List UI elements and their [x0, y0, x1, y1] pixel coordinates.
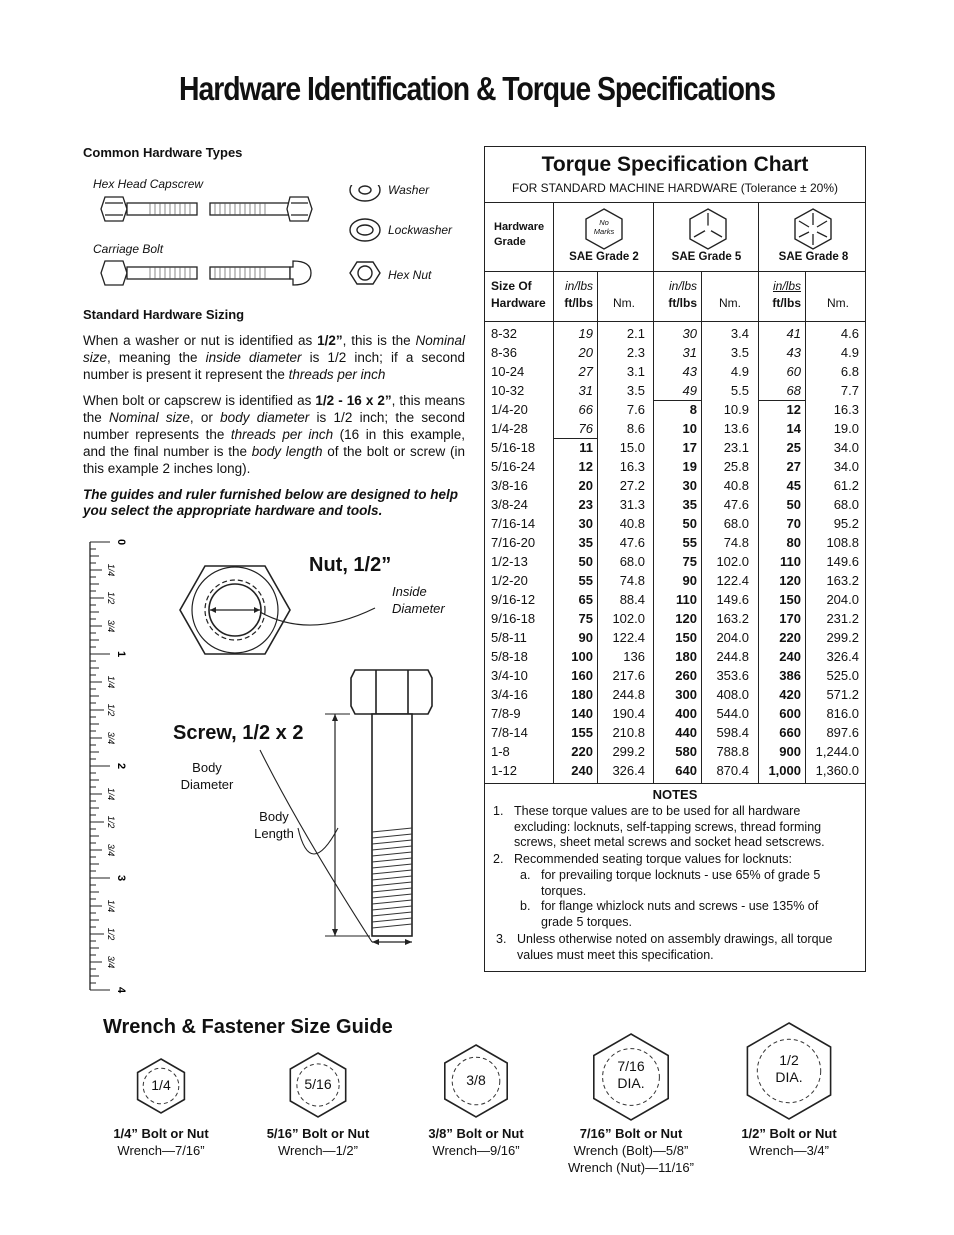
wrench-size-label: Wrench—3/4”	[749, 1143, 829, 1158]
ruler-label: 1	[115, 650, 127, 658]
g2-nm-cell: 217.6	[612, 668, 645, 683]
size-cell: 3/4-16	[491, 687, 528, 702]
ruler-label: 3/4	[106, 843, 116, 857]
g2-ftlbs-cell: 90	[578, 630, 593, 645]
g8-nm-cell: 68.0	[833, 497, 859, 512]
g8-ftlbs-cell: 110	[780, 554, 801, 569]
g8-ftlbs-cell: 220	[779, 630, 801, 645]
wrench-size-caption	[233, 1125, 403, 1159]
g5-nm-cell: 4.9	[730, 364, 749, 379]
g5-nm-cell: 23.1	[723, 440, 749, 455]
g2-ftlbs-cell: 75	[578, 611, 593, 626]
g8-nm-cell: 149.6	[826, 554, 859, 569]
note-2-text: Recommended seating torque values for locknuts:	[514, 852, 792, 866]
g8-ftlbs-cell: 120	[779, 573, 801, 588]
hex-size-label: 1/2 DIA.	[775, 1052, 803, 1085]
g8-ftlbs-cell: 70	[786, 516, 801, 531]
g2-nm-cell: 326.4	[612, 763, 645, 778]
sizing-paragraph-2: When bolt or capscrew is identified as 1/2 - 16 x 2”, this means the Nominal size, or body diameter is 1/2 inch; the second number represents the threads per inch (16 in this example, and the final number is the body length of the bolt or screw (in this example 2 inches long).	[83, 393, 466, 476]
g2-ftlbs-header: ft/lbs	[564, 296, 593, 310]
g2-nm-cell: 31.3	[619, 497, 645, 512]
g2-ftlbs-cell: 20	[578, 478, 593, 493]
g8-nm-cell: 34.0	[833, 440, 859, 455]
g5-ftlbs-cell: 640	[675, 763, 697, 778]
ruler-label: 4	[115, 986, 127, 994]
g8-nm-cell: 571.2	[826, 687, 859, 702]
note-2a-text: for prevailing torque locknuts - use 65% of grade 5 torques.	[541, 868, 821, 898]
g2-nm-cell: 88.4	[619, 592, 645, 607]
g2-nm-cell: 299.2	[612, 744, 645, 759]
g2-ftlbs-cell: 11	[579, 440, 593, 455]
size-header: Size Of Hardware	[491, 279, 546, 310]
bolt-size-label: 1/4” Bolt or Nut	[113, 1126, 209, 1141]
hex-head-capscrew-label: Hex Head Capscrew	[93, 177, 204, 191]
guide-note: The guides and ruler furnished below are designed to help you select the appropriate hardware and tools.	[83, 487, 459, 518]
wrench-size-caption	[76, 1125, 246, 1159]
g5-nm-cell: 598.4	[716, 725, 749, 740]
g2-ftlbs-cell: 160	[571, 668, 593, 683]
g5-ftlbs-cell: 17	[682, 440, 697, 455]
g5-nm-cell: 68.0	[723, 516, 749, 531]
g8-ftlbs-cell: 420	[779, 687, 801, 702]
inside-diameter-label: Inside Diameter	[392, 584, 445, 616]
g8-ftlbs-cell: 45	[786, 478, 801, 493]
g8-ftlbs-cell: 170	[779, 611, 801, 626]
g2-ftlbs-cell: 20	[578, 345, 593, 360]
g8-ftlbs-cell: 25	[786, 440, 801, 455]
wrench-size-label: Wrench—9/16”	[432, 1143, 520, 1158]
size-cell: 3/8-24	[491, 497, 528, 512]
g2-ftlbs-cell: 27	[578, 364, 593, 379]
ruler-label: 0	[115, 538, 127, 546]
g8-nm-cell: 7.7	[840, 383, 859, 398]
size-cell: 8-32	[491, 326, 518, 341]
wrench-size-label: Wrench—7/16”	[117, 1143, 205, 1158]
inch-ruler	[85, 536, 130, 996]
g8-nm-cell: 299.2	[826, 630, 859, 645]
hardware-grade-header: Hardware Grade	[494, 221, 545, 248]
g8-inlbs-header: in/lbs	[772, 279, 801, 293]
g5-ftlbs-cell: 35	[682, 497, 697, 512]
page-title: Hardware Identification & Torque Specifications	[179, 70, 775, 107]
size-cell: 7/16-20	[491, 535, 536, 550]
ruler-label: 3	[115, 874, 127, 882]
wrench-size-label-2: Wrench (Nut)—11/16”	[568, 1160, 694, 1175]
g8-nm-cell: 231.2	[826, 611, 859, 626]
g2-nm-cell: 190.4	[612, 706, 645, 721]
g2-ftlbs-cell: 23	[578, 497, 593, 512]
size-cell: 1/2-20	[491, 573, 528, 588]
g2-nm-cell: 15.0	[619, 440, 645, 455]
size-cell: 10-24	[491, 364, 525, 379]
g2-ftlbs-cell: 66	[578, 402, 593, 417]
sizing-heading: Standard Hardware Sizing	[83, 307, 245, 322]
ruler-label: 3/4	[106, 955, 116, 969]
ruler-label: 1/4	[106, 787, 116, 801]
grade5-hex-icon	[687, 207, 729, 251]
g2-ftlbs-cell: 140	[571, 706, 593, 721]
g8-ftlbs-cell: 150	[779, 592, 801, 607]
note-3-text: Unless otherwise noted on assembly drawings, all torque values must meet this specification.	[517, 932, 833, 962]
g5-nm-cell: 122.4	[716, 573, 749, 588]
size-cell: 9/16-12	[491, 592, 536, 607]
g5-ftlbs-cell: 120	[675, 611, 697, 626]
grade5-label: SAE Grade 5	[671, 251, 742, 263]
g8-nm-cell: 34.0	[833, 459, 859, 474]
g8-ftlbs-cell: 80	[786, 535, 801, 550]
g8-nm-cell: 4.9	[840, 345, 859, 360]
size-cell: 10-32	[491, 383, 525, 398]
g5-ftlbs-cell: 260	[675, 668, 697, 683]
g5-column-divider	[701, 271, 702, 783]
g8-nm-cell: 4.6	[840, 326, 859, 341]
bolt-size-label: 5/16” Bolt or Nut	[266, 1126, 370, 1141]
g5-nm-cell: 25.8	[723, 459, 749, 474]
g5-ftlbs-cell: 30	[682, 326, 697, 341]
g2-nm-cell: 16.3	[619, 459, 645, 474]
g5-nm-cell: 788.8	[716, 744, 749, 759]
g2-ftlbs-cell: 50	[578, 554, 593, 569]
ruler-label: 1/4	[106, 563, 116, 577]
size-cell: 7/16-14	[491, 516, 536, 531]
g5-nm-cell: 5.5	[730, 383, 749, 398]
hex-capscrew-icon	[101, 197, 312, 221]
g5-ftlbs-cell: 30	[682, 478, 697, 493]
g5-nm-header: Nm.	[719, 296, 741, 310]
g8-ftlbs-cell: 41	[786, 326, 801, 341]
g2-ftlbs-cell: 19	[578, 326, 593, 341]
wrench-hex-row	[0, 1010, 954, 1125]
wrench-size-caption	[546, 1125, 716, 1176]
note-2-num: 2.	[493, 852, 504, 866]
g2-ftlbs-cell: 55	[578, 573, 593, 588]
g8-nm-cell: 1,244.0	[815, 744, 859, 759]
bolt-size-label: 7/16” Bolt or Nut	[579, 1126, 683, 1141]
unit-separator	[553, 438, 597, 439]
hardware-types-heading: Common Hardware Types	[83, 145, 243, 160]
no-marks-label: No Marks	[593, 218, 615, 236]
g8-ftlbs-cell: 1,000	[768, 763, 801, 778]
ruler-label: 1/4	[106, 675, 116, 689]
size-cell: 5/8-11	[491, 630, 527, 645]
g2-nm-cell: 102.0	[612, 611, 645, 626]
hardware-types-illustration	[95, 185, 395, 295]
g2-ftlbs-cell: 65	[578, 592, 593, 607]
ruler-label: 1/2	[106, 591, 116, 605]
g5-ftlbs-cell: 43	[682, 364, 697, 379]
g2-nm-cell: 2.3	[626, 345, 645, 360]
g2-ftlbs-cell: 35	[578, 535, 593, 550]
size-cell: 1/4-20	[491, 402, 528, 417]
g5-ftlbs-header: ft/lbs	[668, 296, 697, 310]
wrench-size-caption	[704, 1125, 874, 1159]
note-1-num: 1.	[493, 804, 504, 818]
size-cell: 8-36	[491, 345, 518, 360]
carriage-bolt-label: Carriage Bolt	[93, 242, 164, 256]
note-3-num: 3.	[496, 932, 507, 946]
sizing-paragraph-1: When a washer or nut is identified as 1/2”, this is the Nominal size, meaning the inside diameter is 1/2 inch; if a second number is present it represent the threads per inch	[83, 333, 466, 382]
size-cell: 1-8	[491, 744, 510, 759]
g8-column-divider	[805, 271, 806, 783]
g5-ftlbs-cell: 90	[682, 573, 697, 588]
ruler-label: 1/2	[106, 703, 116, 717]
g2-nm-cell: 40.8	[619, 516, 645, 531]
grade2-label: SAE Grade 2	[569, 251, 639, 263]
g5-ftlbs-cell: 31	[682, 345, 697, 360]
wrench-size-label: Wrench (Bolt)—5/8”	[573, 1143, 689, 1158]
note-2a-num: a.	[520, 868, 531, 882]
g8-ftlbs-cell: 12	[786, 402, 801, 417]
g2-nm-cell: 136	[623, 649, 645, 664]
g8-nm-cell: 326.4	[826, 649, 859, 664]
unit-separator	[653, 400, 701, 401]
hex-size-label: 5/16	[304, 1076, 332, 1092]
wrench-size-label: Wrench—1/2”	[278, 1143, 358, 1158]
g2-nm-header: Nm.	[613, 296, 635, 310]
size-cell: 7/8-14	[491, 725, 528, 740]
g5-ftlbs-cell: 580	[675, 744, 697, 759]
g5-ftlbs-cell: 150	[675, 630, 697, 645]
nut-label: Nut, 1/2”	[309, 554, 392, 576]
size-cell: 1/4-28	[491, 421, 528, 436]
g2-ftlbs-cell: 30	[578, 516, 593, 531]
bolt-size-label: 1/2” Bolt or Nut	[741, 1126, 837, 1141]
grade8-label: SAE Grade 8	[778, 251, 849, 263]
hex-size-label: 7/16 DIA.	[617, 1058, 645, 1091]
wrench-size-caption	[391, 1125, 561, 1159]
g2-nm-cell: 47.6	[619, 535, 645, 550]
g8-nm-cell: 6.8	[840, 364, 859, 379]
g8-ftlbs-cell: 27	[786, 459, 801, 474]
size-cell: 9/16-18	[491, 611, 536, 626]
g8-ftlbs-header: ft/lbs	[772, 296, 801, 310]
g2-ftlbs-cell: 31	[578, 383, 593, 398]
g8-nm-cell: 204.0	[826, 592, 859, 607]
g8-nm-cell: 95.2	[833, 516, 859, 531]
g2-nm-cell: 27.2	[619, 478, 645, 493]
g5-ftlbs-cell: 75	[682, 554, 697, 569]
g8-ftlbs-cell: 68	[786, 383, 801, 398]
g5-ftlbs-cell: 300	[675, 687, 697, 702]
g5-ftlbs-cell: 19	[682, 459, 697, 474]
g8-ftlbs-cell: 900	[779, 744, 801, 759]
g5-nm-cell: 102.0	[716, 554, 749, 569]
size-cell: 5/16-18	[491, 440, 536, 455]
g8-ftlbs-cell: 240	[779, 649, 801, 664]
g5-nm-cell: 3.4	[730, 326, 749, 341]
g2-nm-cell: 210.8	[612, 725, 645, 740]
wrench-guide-title: Wrench & Fastener Size Guide	[103, 1016, 393, 1038]
g8-ftlbs-cell: 660	[779, 725, 801, 740]
g2-ftlbs-cell: 12	[578, 459, 593, 474]
unit-separator	[758, 400, 805, 401]
g2-inlbs-header: in/lbs	[564, 279, 593, 293]
g5-ftlbs-cell: 55	[682, 535, 697, 550]
g5-ftlbs-cell: 8	[689, 402, 697, 417]
g2-column-divider	[597, 271, 598, 783]
g2-ftlbs-cell: 155	[571, 725, 593, 740]
g5-ftlbs-cell: 180	[675, 649, 697, 664]
ruler-label: 1/2	[106, 815, 116, 829]
g2-nm-cell: 2.1	[626, 326, 645, 341]
body-length-label: Body Length	[254, 809, 294, 841]
g5-inlbs-header: in/lbs	[668, 279, 697, 293]
ruler-label: 3/4	[106, 731, 116, 745]
carriage-bolt-icon	[101, 261, 311, 285]
g5-nm-cell: 353.6	[716, 668, 749, 683]
notes-title: NOTES	[652, 787, 698, 802]
g2-ftlbs-cell: 100	[571, 649, 593, 664]
note-2b-text: for flange whizlock nuts and screws - use 135% of grade 5 torques.	[541, 899, 819, 929]
g5-ftlbs-cell: 50	[682, 516, 697, 531]
g5-nm-cell: 204.0	[716, 630, 749, 645]
note-1-text: These torque values are to be used for all hardware excluding: locknuts, self-tapping screws, thread forming screws, sheet metal screws and socket head setscrews.	[514, 804, 825, 850]
g8-nm-cell: 816.0	[826, 706, 859, 721]
g5-nm-cell: 40.8	[723, 478, 749, 493]
g2-ftlbs-cell: 240	[571, 763, 593, 778]
g2-nm-cell: 3.5	[626, 383, 645, 398]
g8-nm-cell: 525.0	[826, 668, 859, 683]
g8-nm-cell: 163.2	[826, 573, 859, 588]
size-cell: 7/8-9	[491, 706, 521, 721]
size-cell: 5/16-24	[491, 459, 536, 474]
g8-nm-cell: 1,360.0	[815, 763, 859, 778]
g5-nm-cell: 544.0	[716, 706, 749, 721]
size-cell: 5/8-18	[491, 649, 528, 664]
g5-ftlbs-cell: 49	[682, 383, 697, 398]
g8-ftlbs-cell: 43	[786, 345, 801, 360]
chart-title: Torque Specification Chart	[541, 153, 809, 176]
size-cell: 3/4-10	[491, 668, 528, 683]
hex-nut-label: Hex Nut	[388, 268, 432, 282]
ruler-label: 1/4	[106, 899, 116, 913]
bolt-size-label: 3/8” Bolt or Nut	[428, 1126, 524, 1141]
g5-ftlbs-cell: 400	[675, 706, 697, 721]
ruler-label: 1/2	[106, 927, 116, 941]
g2-ftlbs-cell: 180	[571, 687, 593, 702]
g8-nm-cell: 897.6	[826, 725, 859, 740]
g5-ftlbs-cell: 10	[682, 421, 697, 436]
body-diameter-label: Body Diameter	[180, 760, 234, 792]
g8-nm-cell: 16.3	[833, 402, 859, 417]
g8-ftlbs-cell: 50	[786, 497, 801, 512]
g2-ftlbs-cell: 76	[578, 421, 593, 436]
g8-ftlbs-cell: 60	[786, 364, 801, 379]
size-cell: 3/8-16	[491, 478, 528, 493]
g5-nm-cell: 10.9	[723, 402, 749, 417]
torque-chart	[484, 146, 866, 972]
lockwasher-label: Lockwasher	[388, 223, 453, 237]
size-cell: 1/2-13	[491, 554, 528, 569]
g8-ftlbs-cell: 386	[779, 668, 801, 683]
g2-ftlbs-cell: 220	[571, 744, 593, 759]
grade8-hex-icon	[792, 207, 834, 251]
size-cell: 1-12	[491, 763, 518, 778]
g2-nm-cell: 8.6	[626, 421, 645, 436]
g5-nm-cell: 149.6	[716, 592, 749, 607]
g8-nm-cell: 19.0	[833, 421, 859, 436]
g5-nm-cell: 163.2	[716, 611, 749, 626]
g8-nm-header: Nm.	[827, 296, 849, 310]
g8-ftlbs-cell: 14	[786, 421, 801, 436]
g2-nm-cell: 74.8	[619, 573, 645, 588]
g2-nm-cell: 122.4	[612, 630, 645, 645]
g2-nm-cell: 3.1	[626, 364, 645, 379]
g2-nm-cell: 68.0	[619, 554, 645, 569]
g8-nm-cell: 61.2	[833, 478, 859, 493]
g5-nm-cell: 47.6	[723, 497, 749, 512]
ruler-label: 2	[115, 762, 127, 770]
g5-nm-cell: 870.4	[716, 763, 749, 778]
ruler-label: 3/4	[106, 619, 116, 633]
note-2b-num: b.	[520, 899, 531, 913]
screw-label: Screw, 1/2 x 2	[173, 722, 304, 744]
g2-nm-cell: 7.6	[626, 402, 645, 417]
g5-nm-cell: 13.6	[723, 421, 749, 436]
g5-ftlbs-cell: 440	[675, 725, 697, 740]
g5-ftlbs-cell: 110	[676, 592, 697, 607]
washer-label: Washer	[388, 183, 430, 197]
chart-subtitle: FOR STANDARD MACHINE HARDWARE (Tolerance ± 20%)	[512, 181, 838, 195]
g2-nm-cell: 244.8	[612, 687, 645, 702]
g8-ftlbs-cell: 600	[779, 706, 801, 721]
g5-nm-cell: 3.5	[730, 345, 749, 360]
g5-nm-cell: 244.8	[716, 649, 749, 664]
g8-nm-cell: 108.8	[826, 535, 859, 550]
g5-nm-cell: 408.0	[716, 687, 749, 702]
hex-size-label: 1/4	[151, 1077, 171, 1093]
g5-nm-cell: 74.8	[723, 535, 749, 550]
hex-size-label: 3/8	[466, 1072, 486, 1088]
